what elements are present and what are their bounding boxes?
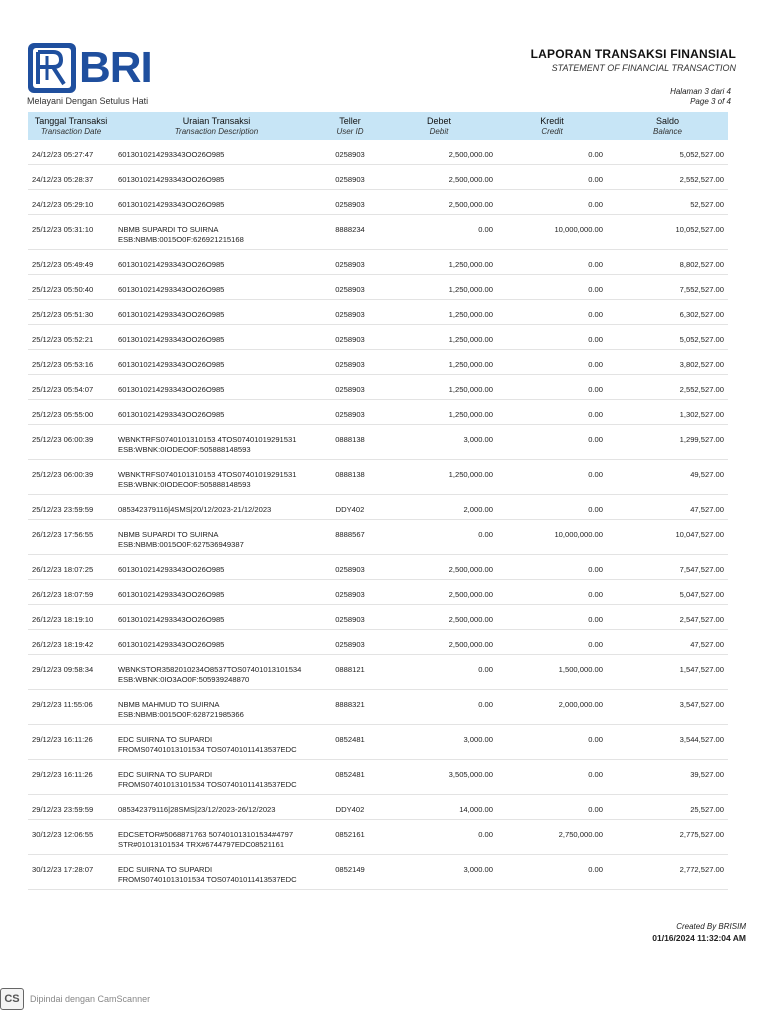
cell-credit: 0.00 [497,140,607,165]
description-line: 6013010214293343OO26O985 [118,360,225,369]
cell-teller: DDY402 [319,495,381,520]
cell-credit: 0.00 [497,580,607,605]
description-line: STR#01013101534 TRX#6744797EDC08521161 [118,840,285,850]
description-line: FROMS07401013101534 TOS07401011413537EDC [118,780,297,790]
cell-date: 25/12/23 23:59:59 [28,495,114,520]
cell-date: 26/12/23 18:07:59 [28,580,114,605]
cell-balance: 8,802,527.00 [607,250,728,275]
cell-teller: 0258903 [319,350,381,375]
cell-date: 24/12/23 05:28:37 [28,165,114,190]
cell-date: 26/12/23 18:19:10 [28,605,114,630]
col-header-teller: Teller User ID [319,112,381,140]
cell-description [114,795,319,820]
table-row [28,275,728,300]
cell-debit: 0.00 [381,520,497,555]
cell-date: 25/12/23 05:53:16 [28,350,114,375]
cell-debit: 1,250,000.00 [381,300,497,325]
table-row [28,630,728,655]
cell-balance: 5,052,527.00 [607,325,728,350]
cell-date: 25/12/23 06:00:39 [28,425,114,460]
cell-teller: 0258903 [319,250,381,275]
cell-date: 24/12/23 05:27:47 [28,140,114,165]
description-line: EDCSETOR#5068871763 507401013101534#4797 [118,830,294,839]
cell-balance: 47,527.00 [607,495,728,520]
table-row [28,350,728,375]
cell-credit: 2,750,000.00 [497,820,607,855]
description-line: 6013010214293343OO26O985 [118,150,225,159]
description-line: WBNKTRFS0740101310153 4TOS07401019291531 [118,435,297,444]
cell-balance: 2,552,527.00 [607,165,728,190]
cell-description [114,520,319,555]
cell-debit: 0.00 [381,655,497,690]
cell-balance: 47,527.00 [607,630,728,655]
cell-debit: 2,500,000.00 [381,190,497,215]
table-row [28,725,728,760]
description-line: NBMB MAHMUD TO SUIRNA [118,700,220,709]
cell-credit: 0.00 [497,350,607,375]
description-line: EDC SUIRNA TO SUPARDI [118,865,213,874]
description-line: ESB:WBNK:0IODEO0F:505888148593 [118,480,251,490]
page-number-en: Page 3 of 4 [690,97,731,106]
transaction-rows [28,140,728,890]
cell-date: 25/12/23 05:50:40 [28,275,114,300]
cell-description [114,275,319,300]
cell-date: 25/12/23 05:55:00 [28,400,114,425]
description-line: NBMB SUPARDI TO SUIRNA [118,225,219,234]
description-line: ESB:NBMB:0015O0F:628721985366 [118,710,244,720]
col-header-debit: Debet Debit [381,112,497,140]
description-line: 6013010214293343OO26O985 [118,175,225,184]
bri-logo-icon [27,42,77,94]
report-title: LAPORAN TRANSAKSI FINANSIAL [530,47,736,61]
cell-description [114,460,319,495]
report-title-block [531,47,736,73]
cell-description [114,300,319,325]
cell-date: 26/12/23 18:19:42 [28,630,114,655]
cell-description [114,855,319,890]
table-row [28,215,728,250]
cell-debit: 1,250,000.00 [381,400,497,425]
description-line: 085342379116|4SMS|20/12/2023-21/12/2023 [118,505,272,514]
cell-teller: 8888567 [319,520,381,555]
page-info [670,87,731,107]
cell-teller: 8888234 [319,215,381,250]
cell-debit: 1,250,000.00 [381,275,497,300]
cell-teller: 0888138 [319,460,381,495]
description-line: ESB:NBMB:0015O0F:627536949387 [118,540,244,550]
cell-debit: 2,000.00 [381,495,497,520]
page-number-id: Halaman 3 dari 4 [670,87,731,96]
cell-balance: 2,547,527.00 [607,605,728,630]
description-line: 6013010214293343OO26O985 [118,615,225,624]
cell-date: 29/12/23 09:58:34 [28,655,114,690]
cell-balance: 1,302,527.00 [607,400,728,425]
camscanner-icon: CS [0,988,24,1010]
col-header-credit: Kredit Credit [497,112,607,140]
cell-date: 30/12/23 12:06:55 [28,820,114,855]
cell-balance: 3,802,527.00 [607,350,728,375]
cell-credit: 0.00 [497,495,607,520]
bri-logo [27,42,152,94]
cell-teller: 0852161 [319,820,381,855]
cell-teller: 0258903 [319,300,381,325]
description-line: EDC SUIRNA TO SUPARDI [118,735,213,744]
cell-debit: 1,250,000.00 [381,460,497,495]
cell-date: 29/12/23 11:55:06 [28,690,114,725]
cell-teller: DDY402 [319,795,381,820]
cell-debit: 3,000.00 [381,725,497,760]
cell-description [114,250,319,275]
cell-teller: 8888321 [319,690,381,725]
table-row [28,655,728,690]
table-row [28,580,728,605]
cell-description [114,760,319,795]
cell-debit: 0.00 [381,690,497,725]
table-row [28,460,728,495]
cell-description [114,580,319,605]
cell-description [114,655,319,690]
cell-balance: 2,772,527.00 [607,855,728,890]
cell-balance: 3,544,527.00 [607,725,728,760]
cell-teller: 0258903 [319,190,381,215]
cell-debit: 14,000.00 [381,795,497,820]
cell-description [114,165,319,190]
table-row [28,555,728,580]
table-row [28,855,728,890]
cell-balance: 39,527.00 [607,760,728,795]
table-row [28,400,728,425]
transaction-table [28,112,728,890]
cell-credit: 2,000,000.00 [497,690,607,725]
cell-balance: 7,552,527.00 [607,275,728,300]
table-row [28,140,728,165]
cell-date: 25/12/23 05:54:07 [28,375,114,400]
description-line: ESB:WBNK:0IODEO0F:505888148593 [118,445,251,455]
description-line: 6013010214293343OO26O985 [118,640,225,649]
description-line: 6013010214293343OO26O985 [118,260,225,269]
cell-balance: 10,052,527.00 [607,215,728,250]
cell-balance: 1,299,527.00 [607,425,728,460]
cell-debit: 2,500,000.00 [381,555,497,580]
description-line: FROMS07401013101534 TOS07401011413537EDC [118,875,297,885]
description-line: 6013010214293343OO26O985 [118,200,225,209]
created-timestamp: 01/16/2024 11:32:04 AM [652,932,746,943]
cell-credit: 0.00 [497,605,607,630]
cell-credit: 0.00 [497,555,607,580]
description-line: 6013010214293343OO26O985 [118,410,225,419]
cell-credit: 0.00 [497,425,607,460]
cell-credit: 0.00 [497,165,607,190]
cell-description [114,690,319,725]
cell-teller: 0852481 [319,725,381,760]
cell-description [114,630,319,655]
table-row [28,820,728,855]
cell-teller: 0258903 [319,605,381,630]
cell-balance: 2,552,527.00 [607,375,728,400]
camscanner-watermark [0,988,150,1010]
cell-credit: 0.00 [497,325,607,350]
cell-teller: 0258903 [319,325,381,350]
camscanner-text: Dipindai dengan CamScanner [30,994,151,1004]
created-by: Created By BRISIM [676,922,746,931]
brand-tagline: Melayani Dengan Setulus Hati [27,96,149,106]
cell-teller: 0258903 [319,580,381,605]
cell-debit: 2,500,000.00 [381,605,497,630]
description-line: EDC SUIRNA TO SUPARDI [118,770,213,779]
report-subtitle: STATEMENT OF FINANCIAL TRANSACTION [551,63,736,73]
cell-balance: 52,527.00 [607,190,728,215]
cell-teller: 0258903 [319,400,381,425]
cell-description [114,425,319,460]
cell-credit: 1,500,000.00 [497,655,607,690]
cell-balance: 10,047,527.00 [607,520,728,555]
cell-teller: 0258903 [319,375,381,400]
cell-balance: 6,302,527.00 [607,300,728,325]
cell-credit: 10,000,000.00 [497,520,607,555]
cell-description [114,400,319,425]
cell-date: 24/12/23 05:29:10 [28,190,114,215]
table-row [28,690,728,725]
cell-teller: 0888121 [319,655,381,690]
cell-description [114,325,319,350]
cell-credit: 0.00 [497,795,607,820]
description-line: ESB:WBNK:0IO3AO0F:505939248870 [118,675,250,685]
cell-description [114,375,319,400]
cell-description [114,555,319,580]
table-row [28,325,728,350]
cell-teller: 0258903 [319,140,381,165]
description-line: ESB:NBMB:0015O0F:626921215168 [118,235,244,245]
description-line: NBMB SUPARDI TO SUIRNA [118,530,219,539]
cell-description [114,495,319,520]
created-info [652,922,746,944]
cell-balance: 1,547,527.00 [607,655,728,690]
table-row [28,300,728,325]
cell-credit: 0.00 [497,275,607,300]
cell-credit: 0.00 [497,855,607,890]
description-line: 6013010214293343OO26O985 [118,590,225,599]
table-row [28,760,728,795]
table-header-row [28,112,728,140]
brand-name: BRI [79,43,152,92]
cell-teller: 0258903 [319,275,381,300]
cell-date: 25/12/23 05:31:10 [28,215,114,250]
cell-date: 25/12/23 05:49:49 [28,250,114,275]
cell-balance: 49,527.00 [607,460,728,495]
cell-date: 26/12/23 17:56:55 [28,520,114,555]
cell-debit: 2,500,000.00 [381,165,497,190]
description-line: 6013010214293343OO26O985 [118,310,225,319]
col-header-description: Uraian Transaksi Transaction Description [114,112,319,140]
table-row [28,425,728,460]
cell-date: 29/12/23 16:11:26 [28,725,114,760]
cell-debit: 0.00 [381,820,497,855]
description-line: WBNKSTOR3582010234O8537TOS07401013101534 [118,665,302,674]
cell-credit: 0.00 [497,460,607,495]
cell-credit: 0.00 [497,250,607,275]
cell-debit: 3,000.00 [381,855,497,890]
cell-teller: 0258903 [319,555,381,580]
cell-teller: 0888138 [319,425,381,460]
table-row [28,795,728,820]
description-line: FROMS07401013101534 TOS07401011413537EDC [118,745,297,755]
cell-date: 26/12/23 18:07:25 [28,555,114,580]
description-line: 6013010214293343OO26O985 [118,385,225,394]
cell-debit: 1,250,000.00 [381,250,497,275]
cell-debit: 3,505,000.00 [381,760,497,795]
cell-description [114,350,319,375]
cell-description [114,820,319,855]
cell-debit: 2,500,000.00 [381,580,497,605]
cell-balance: 2,775,527.00 [607,820,728,855]
cell-credit: 10,000,000.00 [497,215,607,250]
description-line: 6013010214293343OO26O985 [118,565,225,574]
table-row [28,165,728,190]
description-line: 085342379116|28SMS|23/12/2023-26/12/2023 [118,805,276,814]
cell-debit: 1,250,000.00 [381,325,497,350]
cell-debit: 2,500,000.00 [381,630,497,655]
cell-teller: 0258903 [319,630,381,655]
cell-teller: 0852481 [319,760,381,795]
cell-credit: 0.00 [497,375,607,400]
table-row [28,520,728,555]
table-row [28,605,728,630]
cell-balance: 5,047,527.00 [607,580,728,605]
col-header-date: Tanggal Transaksi Transaction Date [28,112,114,140]
cell-date: 25/12/23 05:52:21 [28,325,114,350]
cell-debit: 3,000.00 [381,425,497,460]
cell-date: 30/12/23 17:28:07 [28,855,114,890]
cell-description [114,725,319,760]
cell-balance: 5,052,527.00 [607,140,728,165]
table-row [28,250,728,275]
cell-credit: 0.00 [497,400,607,425]
cell-date: 29/12/23 16:11:26 [28,760,114,795]
col-header-balance: Saldo Balance [607,112,728,140]
cell-credit: 0.00 [497,190,607,215]
cell-date: 25/12/23 05:51:30 [28,300,114,325]
cell-description [114,140,319,165]
cell-debit: 1,250,000.00 [381,350,497,375]
table-row [28,375,728,400]
cell-debit: 0.00 [381,215,497,250]
cell-debit: 1,250,000.00 [381,375,497,400]
cell-description [114,215,319,250]
cell-balance: 25,527.00 [607,795,728,820]
cell-teller: 0852149 [319,855,381,890]
description-line: WBNKTRFS0740101310153 4TOS07401019291531 [118,470,297,479]
cell-date: 25/12/23 06:00:39 [28,460,114,495]
cell-date: 29/12/23 23:59:59 [28,795,114,820]
cell-balance: 3,547,527.00 [607,690,728,725]
table-row [28,190,728,215]
cell-credit: 0.00 [497,300,607,325]
cell-credit: 0.00 [497,630,607,655]
description-line: 6013010214293343OO26O985 [118,285,225,294]
cell-description [114,605,319,630]
cell-debit: 2,500,000.00 [381,140,497,165]
cell-credit: 0.00 [497,760,607,795]
cell-teller: 0258903 [319,165,381,190]
cell-description [114,190,319,215]
description-line: 6013010214293343OO26O985 [118,335,225,344]
cell-balance: 7,547,527.00 [607,555,728,580]
cell-credit: 0.00 [497,725,607,760]
table-row [28,495,728,520]
